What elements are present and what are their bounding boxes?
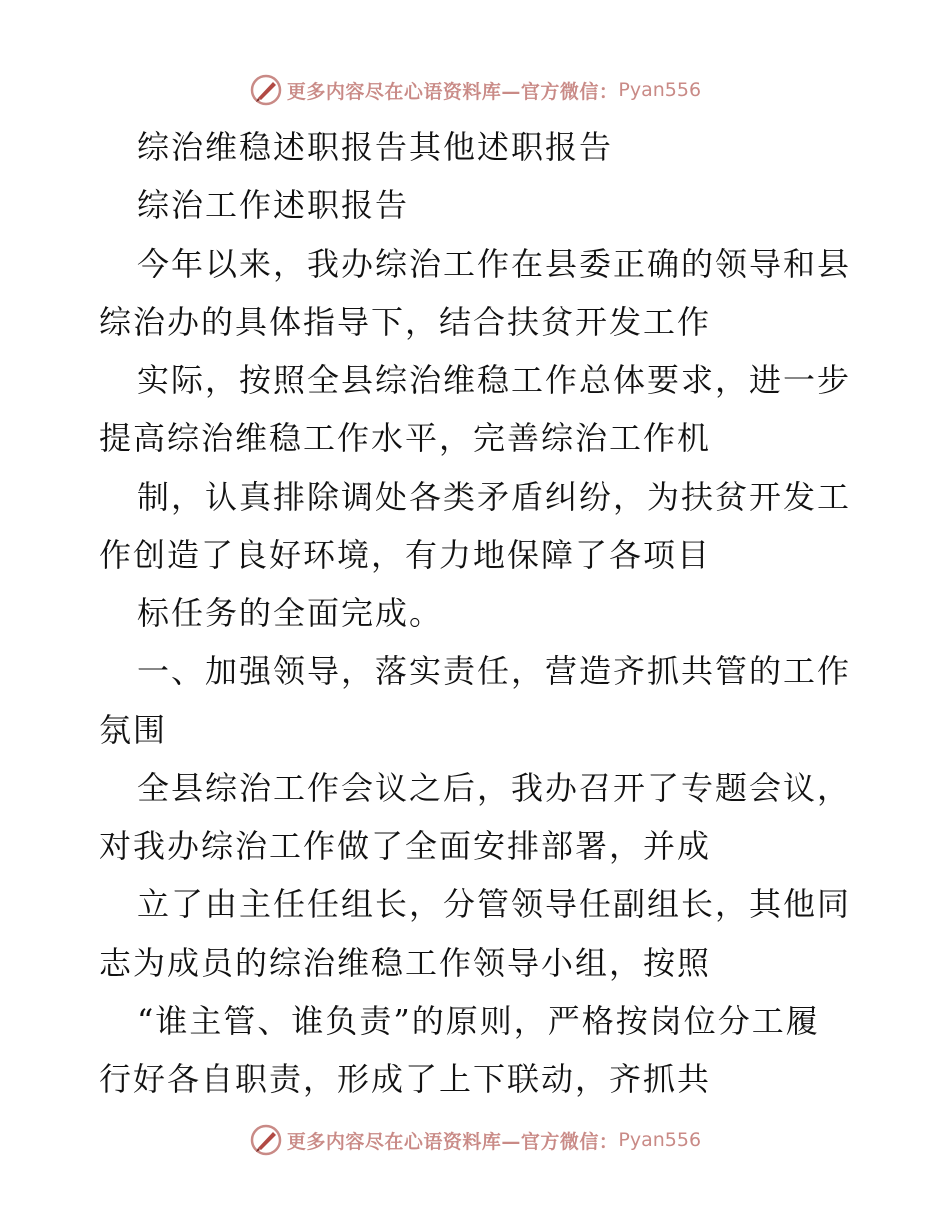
watermark-wechat-id: Pyan556	[618, 79, 702, 101]
quill-pen-logo-icon	[249, 1123, 283, 1157]
watermark-text: 更多内容尽在心语资料库—官方微信：	[286, 1130, 619, 1153]
doc-title: 综治维稳述职报告其他述职报告	[137, 128, 614, 166]
doc-line: 综治办的具体指导下，结合扶贫开发工作	[99, 303, 712, 341]
doc-line: 作创造了良好环境，有力地保障了各项目	[99, 536, 712, 574]
doc-line: 志为成员的综治维稳工作领导小组，按照	[99, 944, 712, 982]
doc-line: 立了由主任任组长，分管领导任副组长，其他同	[137, 885, 852, 923]
watermark-wechat-id: Pyan556	[618, 1129, 702, 1151]
doc-line: 制，认真排除调处各类矛盾纠纷，为扶贫开发工	[137, 478, 852, 516]
doc-line: 行好各自职责，形成了上下联动，齐抓共	[99, 1060, 712, 1098]
doc-line: 标任务的全面完成。	[137, 594, 444, 632]
watermark-text: 更多内容尽在心语资料库—官方微信：	[286, 80, 619, 103]
doc-line: 提高综治维稳工作水平，完善综治工作机	[99, 419, 712, 457]
footer-watermark	[0, 1120, 950, 1160]
doc-section-heading: 一、加强领导，落实责任，营造齐抓共管的工作	[137, 652, 852, 690]
doc-line: 实际，按照全县综治维稳工作总体要求，进一步	[137, 361, 852, 399]
doc-line: 全县综治工作会议之后，我办召开了专题会议，	[137, 769, 852, 807]
doc-section-heading-cont: 氛围	[99, 711, 168, 749]
doc-subtitle: 综治工作述职报告	[137, 186, 410, 224]
doc-line: “谁主管、谁负责”的原则，严格按岗位分工履	[137, 1002, 820, 1040]
doc-line: 今年以来，我办综治工作在县委正确的领导和县	[137, 245, 852, 283]
doc-line: 对我办综治工作做了全面安排部署，并成	[99, 827, 712, 865]
